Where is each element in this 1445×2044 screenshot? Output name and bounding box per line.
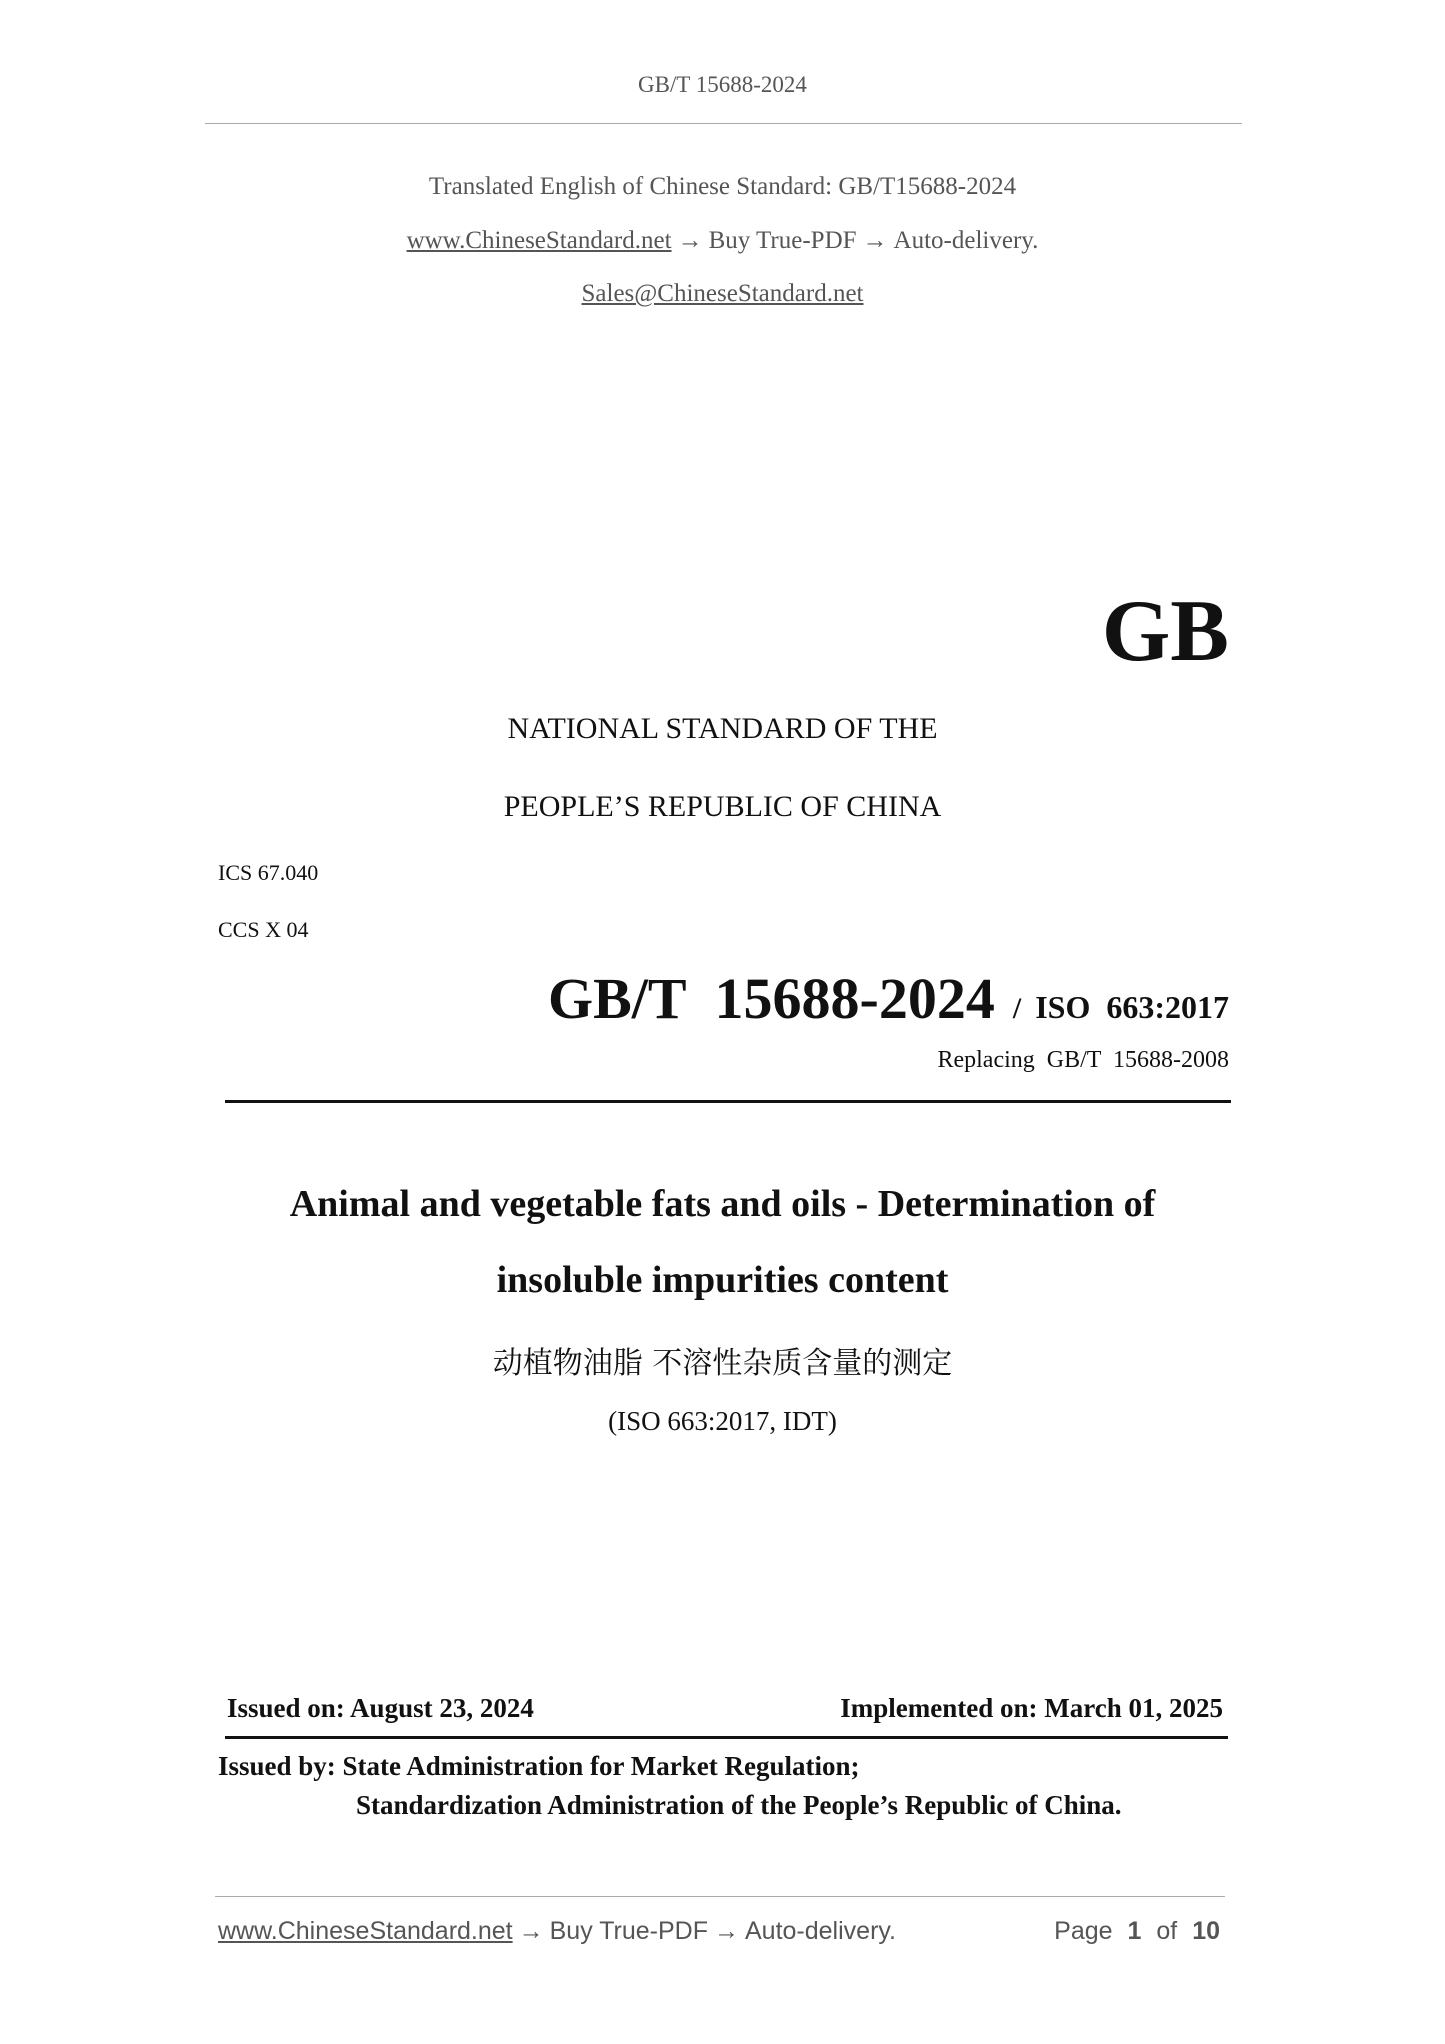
promo-line [0, 227, 1445, 255]
ccs-code: CCS X 04 [218, 917, 309, 942]
title-line-2: insoluble impurities content [496, 1259, 949, 1301]
page-indicator [1054, 1917, 1220, 1946]
footer-rule [215, 1896, 1225, 1897]
title-line-1: Animal and vegetable fats and oils - Determination of [289, 1183, 1156, 1225]
gb-logo: GB [1101, 583, 1229, 680]
idt-note: (ISO 663:2017, IDT) [608, 1406, 837, 1436]
footer-site-link[interactable]: www.ChineseStandard.net [218, 1917, 513, 1945]
arrow-right-icon: → [714, 1917, 739, 1945]
dates-rule [225, 1736, 1228, 1739]
running-header: GB/T 15688-2024 [638, 72, 807, 97]
total-pages: 10 [1192, 1917, 1220, 1945]
email-line [0, 280, 1445, 308]
arrow-right-icon: → [518, 1917, 544, 1945]
national-standard-line1: NATIONAL STANDARD OF THE [507, 712, 938, 745]
sales-email-link[interactable]: Sales@ChineseStandard.net [581, 280, 864, 307]
issued-by-line2: Standardization Administration of the People’s Republic of China. [356, 1790, 1122, 1820]
national-standard-line2: PEOPLE’S REPUBLIC OF CHINA [503, 790, 942, 823]
standard-number: GB/T 15688-2024 [547, 966, 995, 1031]
arrow-right-icon: → [677, 227, 703, 254]
buy-text: Buy True-PDF [708, 227, 857, 254]
header-rule [205, 123, 1242, 124]
footer-buy-text: Buy True-PDF [549, 1917, 708, 1945]
standard-number-line [548, 965, 1229, 1032]
page-word: Page [1054, 1917, 1113, 1945]
auto-delivery-text: Auto-delivery. [893, 227, 1039, 254]
title-rule [225, 1100, 1231, 1103]
footer-auto-text: Auto-delivery. [745, 1917, 896, 1945]
arrow-right-icon: → [862, 227, 888, 254]
ics-code: ICS 67.040 [218, 860, 319, 885]
issued-on: Issued on: August 23, 2024 [227, 1693, 534, 1723]
site-link[interactable]: www.ChineseStandard.net [406, 227, 672, 254]
footer-promo [218, 1917, 896, 1946]
iso-reference: ISO 663:2017 [1035, 989, 1229, 1025]
issued-by-line1: Issued by: State Administration for Market Regulation; [218, 1751, 860, 1781]
title-chinese: 动植物油脂 不溶性杂质含量的测定 [492, 1346, 953, 1381]
slash-separator: / [1012, 992, 1022, 1025]
implemented-on: Implemented on: March 01, 2025 [840, 1693, 1223, 1723]
of-word: of [1156, 1917, 1178, 1945]
replacing-note: Replacing GB/T 15688-2008 [937, 1047, 1229, 1073]
translation-note: Translated English of Chinese Standard: GB/T15688-2024 [428, 173, 1017, 200]
page-number: 1 [1127, 1917, 1142, 1945]
